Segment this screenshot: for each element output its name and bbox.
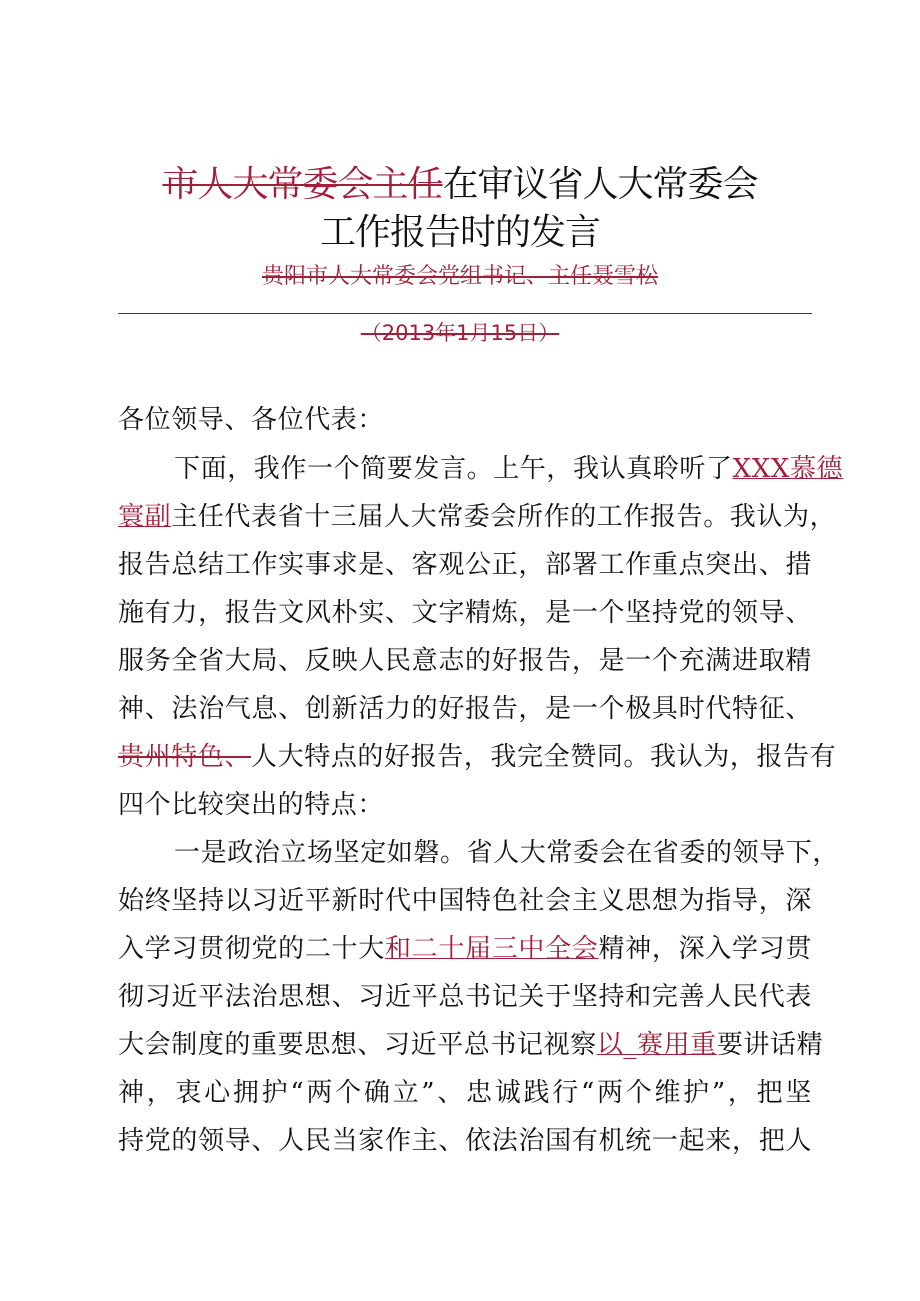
paragraph-2-line-3 — [118, 931, 812, 967]
paragraph-1-line-3: 报告总结工作实事求是、客观公正，部署工作重点突出、措 — [118, 550, 812, 580]
paragraph-1-line-4: 施有力，报告文风朴实、文字精炼，是一个坚持党的领导、 — [118, 598, 812, 628]
line-text: 入学习贯彻党的二十大 — [118, 934, 385, 964]
line-text: 精神，深入学习贯 — [598, 934, 812, 964]
paragraph-1-line-5: 服务全省大局、反映人民意志的好报告，是一个充满进取精 — [118, 646, 812, 676]
document-title-line-1 — [0, 163, 920, 207]
author-line-struck: 贵阳市人大常委会党组书记、主任聂雪松 — [261, 264, 658, 289]
paragraph-1-line-8: 四个比较突出的特点： — [118, 790, 385, 820]
paragraph-1-line-7 — [118, 739, 837, 775]
title-divider — [118, 313, 812, 314]
title-struck-text: 市人大常委会主任 — [162, 164, 443, 205]
paragraph-1-line-1 — [118, 451, 844, 487]
document-title-line-2: 工作报告时的发言 — [319, 212, 600, 253]
paragraph-2-line-1: 一是政治立场坚定如磐。省人大常委会在省委的领导下， — [174, 838, 840, 868]
date-line-struck: （2013年1月15日） — [360, 321, 560, 345]
line-text: 要讲话精 — [716, 1030, 824, 1060]
salutation: 各位领导、各位代表： — [118, 405, 385, 435]
paragraph-2-line-4: 彻习近平法治思想、习近平总书记关于坚持和完善人民代表 — [118, 982, 812, 1012]
paragraph-2-line-6: 神，衷心拥护“两个确立”、忠诚践行“两个维护”，把坚 — [118, 1078, 812, 1108]
revised-text: XXX慕德 — [732, 454, 844, 484]
line-text: 大会制度的重要思想、习近平总书记视察 — [118, 1030, 597, 1060]
paragraph-2-line-7: 持党的领导、人民当家作主、依法治国有机统一起来，把人 — [118, 1126, 812, 1156]
title-text: 在审议省人大常委会 — [442, 164, 758, 205]
paragraph-1-line-2 — [118, 499, 837, 535]
struck-text: 贵州特色、 — [118, 742, 252, 772]
paragraph-1-line-6: 神、法治气息、创新活力的好报告，是一个极具时代特征、 — [118, 694, 812, 724]
line-text: 主任代表省十三届人大常委会所作的工作报告。我认为， — [171, 502, 837, 532]
paragraph-2-line-2: 始终坚持以习近平新时代中国特色社会主义思想为指导，深 — [118, 886, 812, 916]
line-text: 下面，我作一个简要发言。上午，我认真聆听了 — [174, 454, 733, 484]
revised-text: 以_赛用重 — [596, 1030, 717, 1060]
revised-text: 和二十届三中全会 — [384, 934, 599, 964]
revised-text: 寰副 — [118, 502, 172, 532]
paragraph-2-line-5 — [118, 1027, 824, 1063]
line-text: 人大特点的好报告，我完全赞同。我认为，报告有 — [251, 742, 837, 772]
